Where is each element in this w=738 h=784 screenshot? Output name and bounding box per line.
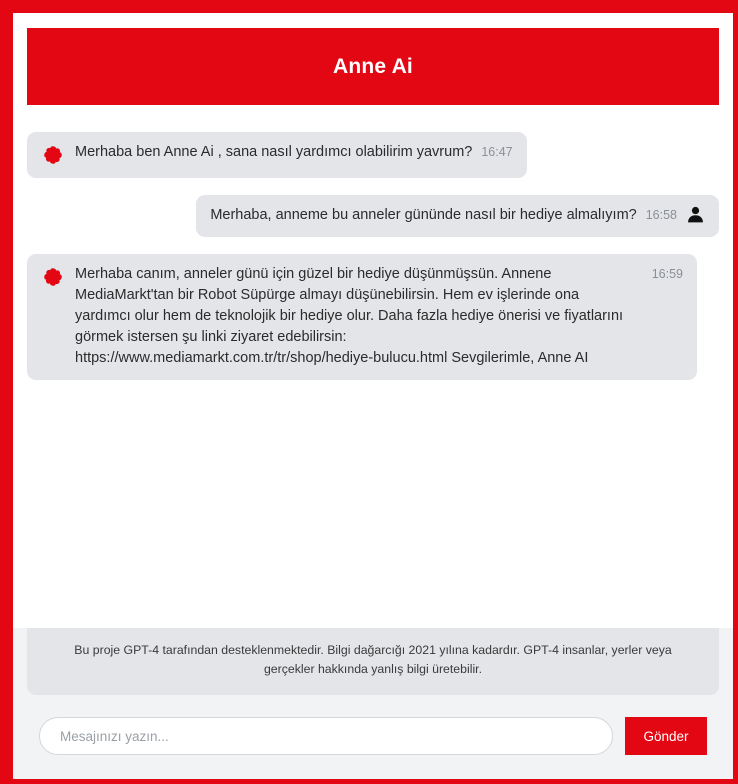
- message-content: [41, 142, 472, 167]
- footer-area: [13, 628, 733, 779]
- message-composer: [13, 695, 733, 779]
- person-icon: [686, 205, 705, 224]
- message-text: Merhaba, anneme bu anneler gününde nasıl bir hediye almalıyım?: [210, 207, 637, 223]
- message-content: [41, 264, 634, 369]
- anne-ai-pinwheel-logo-icon: [41, 265, 65, 289]
- message-timestamp: 16:47: [481, 145, 513, 159]
- message-bubble: [27, 132, 527, 178]
- anne-ai-pinwheel-logo-icon: [41, 143, 65, 167]
- message-timestamp: 16:59: [651, 267, 683, 282]
- message-input[interactable]: [39, 717, 613, 755]
- message-text: Merhaba ben Anne Ai , sana nasıl yardımcı olabilirim yavrum?: [75, 144, 473, 160]
- message-bubble: [196, 195, 719, 237]
- message-list: [13, 105, 733, 628]
- message-bubble: [27, 254, 697, 380]
- chat-header: [27, 28, 719, 105]
- disclaimer-text: Bu proje GPT-4 tarafından desteklenmektedir. Bilgi dağarcığı 2021 yılına kadardır. GPT-4 insanlar, yerler veya gerçekler hakkında yanlış bilgi üretebilir.: [27, 628, 719, 695]
- message-row-bot-2: [27, 254, 719, 380]
- message-timestamp: 16:58: [645, 208, 677, 222]
- chat-app-window: [13, 13, 733, 779]
- send-button[interactable]: Gönder: [625, 717, 707, 755]
- message-row-bot-1: [27, 132, 719, 178]
- page-title: Anne Ai: [333, 55, 413, 78]
- message-row-user-1: [27, 195, 719, 237]
- message-text: Merhaba canım, anneler günü için güzel bir hediye düşünmüşsün. Annene MediaMarkt'tan bir Robot Süpürge almayı düşünebilirsin. Hem ev işlerinde ona yardımcı olur hem de teknolojik bir hediye olur. Daha fazla hediye önerisi ve fiyatlarını görmek istersen şu linki ziyaret edebilirsin: https://www.mediamarkt.com.tr/tr/shop/hediye-bulucu.html Sevgilerimle, Anne AI: [75, 266, 624, 367]
- message-content: [210, 205, 636, 226]
